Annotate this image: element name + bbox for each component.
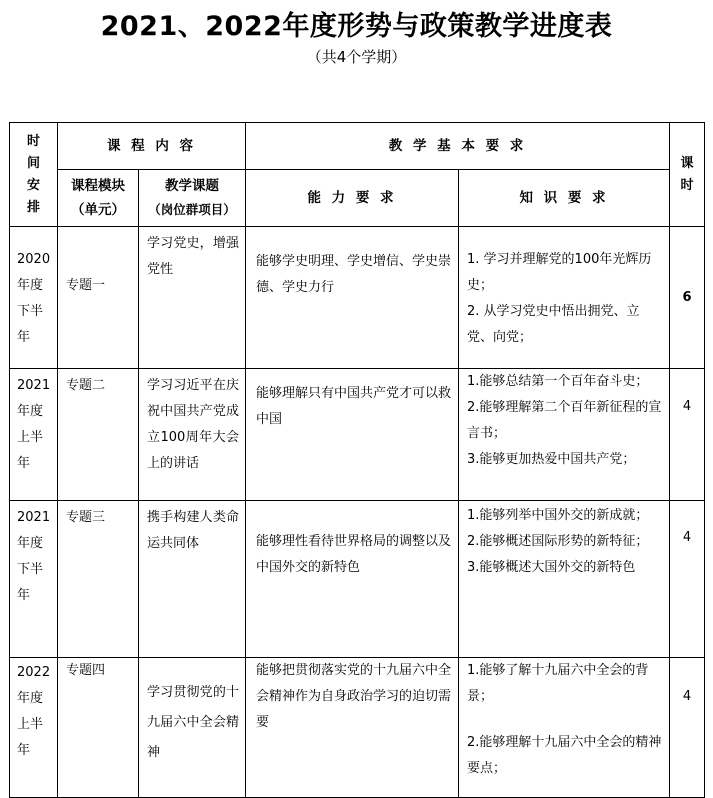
table-row: [10, 227, 705, 369]
header-topic: 教学课题 （岗位群项目）: [139, 170, 246, 227]
header-ability: 能 力 要 求: [246, 170, 459, 227]
page-subtitle: （共4个学期）: [306, 48, 407, 66]
knowledge-cell: 1.能够列举中国外交的新成就； 2.能够概述国际形势的新特征； 3.能够概述大国外交的新特色: [459, 501, 670, 658]
knowledge-cell: 1. 学习并理解党的100年光辉历史； 2. 从学习党史中悟出拥党、立党、向党；: [459, 227, 670, 369]
header-course-content: 课 程 内 容: [58, 123, 246, 170]
schedule-table: [9, 122, 705, 798]
topic-cell: 携手构建人类命运共同体: [139, 501, 246, 658]
topic-cell: 学习贯彻党的十九届六中全会精神: [139, 658, 246, 798]
header-time: 时 间 安 排: [10, 123, 58, 227]
module-cell: 专题四: [58, 658, 139, 798]
table-row: [10, 501, 705, 658]
header-module: 课程模块 （单元）: [58, 170, 139, 227]
ability-cell: 能够把贯彻落实党的十九届六中全会精神作为自身政治学习的迫切需要: [246, 658, 459, 798]
ability-cell: 能够理解只有中国共产党才可以救中国: [246, 369, 459, 501]
topic-cell: 学习党史，增强党性: [139, 227, 246, 369]
table-row: [10, 369, 705, 501]
hours-cell: 4: [670, 501, 705, 658]
knowledge-cell: 1.能够了解十九届六中全会的背景； 2.能够理解十九届六中全会的精神要点；: [459, 658, 670, 798]
header-hours: 课 时: [670, 123, 705, 227]
header-knowledge: 知 识 要 求: [459, 170, 670, 227]
hours-cell: 6: [670, 227, 705, 369]
time-cell: 2022年度上半年: [10, 658, 58, 798]
module-cell: 专题三: [58, 501, 139, 658]
hours-cell: 4: [670, 369, 705, 501]
header-teaching-requirements: 教 学 基 本 要 求: [246, 123, 670, 170]
time-cell: 2021年度上半年: [10, 369, 58, 501]
time-cell: 2021年度下半年: [10, 501, 58, 658]
module-cell: 专题一: [58, 227, 139, 369]
ability-cell: 能够理性看待世界格局的调整以及中国外交的新特色: [246, 501, 459, 658]
table-row: [10, 658, 705, 798]
time-cell: 2020年度下半年: [10, 227, 58, 369]
topic-cell: 学习习近平在庆祝中国共产党成立100周年大会上的讲话: [139, 369, 246, 501]
module-cell: 专题二: [58, 369, 139, 501]
knowledge-cell: 1.能够总结第一个百年奋斗史； 2.能够理解第二个百年新征程的宣言书； 3.能够更加热爱中国共产党；: [459, 369, 670, 501]
ability-cell: 能够学史明理、学史增信、学史崇德、学史力行: [246, 227, 459, 369]
hours-cell: 4: [670, 658, 705, 798]
page-title: 2021、2022年度形势与政策教学进度表: [100, 11, 613, 42]
